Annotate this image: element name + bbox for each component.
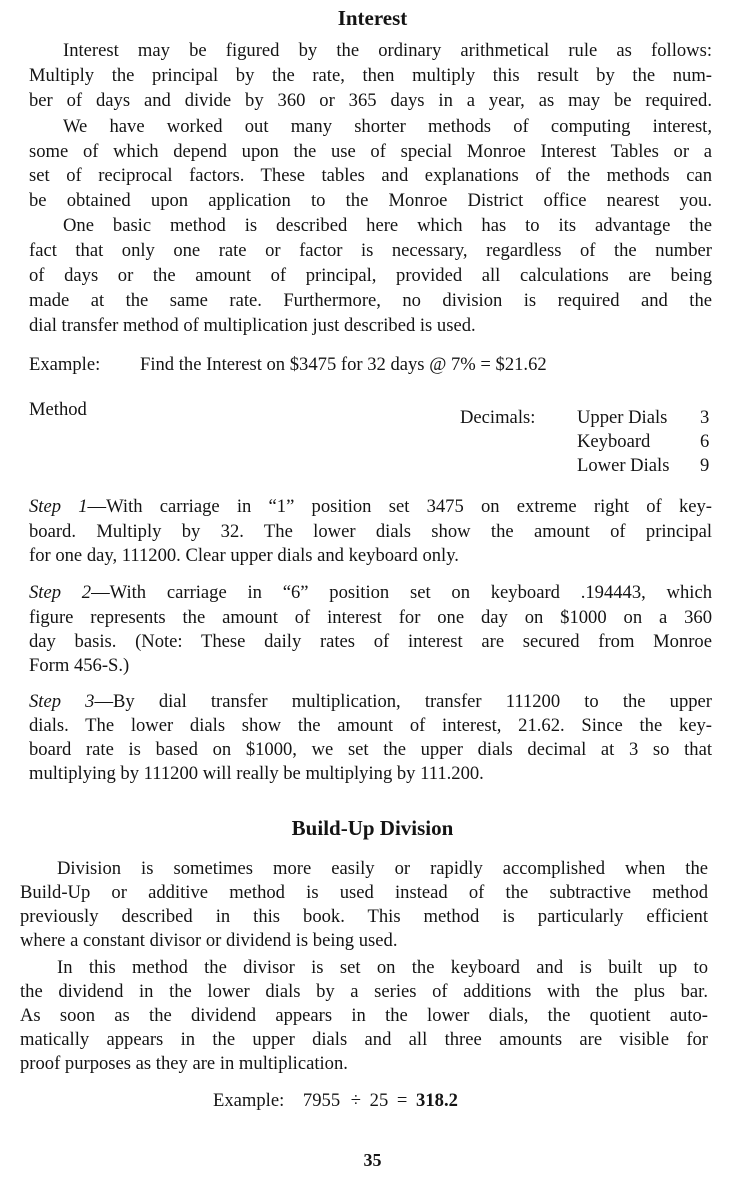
paragraph-line: previously described in this book. This method is particularly efficient	[20, 906, 708, 927]
paragraph-line: the dividend in the lower dials by a series of additions with the plus bar.	[20, 981, 708, 1002]
equals-sign: =	[396, 1090, 408, 1111]
example-label: Example:	[29, 354, 101, 375]
paragraph-line: In this method the divisor is set on the keyboard and is built up to	[57, 957, 708, 978]
paragraph-line: for one day, 111200. Clear upper dials and keyboard only.	[29, 545, 459, 566]
paragraph-line: dial transfer method of multiplication just described is used.	[29, 315, 476, 336]
section-title-interest: Interest	[337, 6, 408, 30]
division-example	[213, 1090, 458, 1112]
paragraph-line: where a constant divisor or dividend is being used.	[20, 930, 398, 951]
section-title-buildup-division: Build-Up Division	[291, 816, 454, 840]
paragraph-line: made at the same rate. Furthermore, no division is required and the	[29, 290, 712, 311]
paragraph-line: ber of days and divide by 360 or 365 days in a year, as may be required.	[29, 90, 712, 111]
step-1-label: Step 1	[29, 496, 88, 517]
step-3-line	[29, 691, 712, 713]
paragraph-line: Division is sometimes more easily or rapidly accomplished when the	[57, 858, 708, 879]
paragraph-line: some of which depend upon the use of special Monroe Interest Tables or a	[29, 141, 712, 162]
paragraph-line: board. Multiply by 32. The lower dials show the amount of principal	[29, 521, 712, 542]
paragraph-line: board rate is based on $1000, we set the upper dials decimal at 3 so that	[29, 739, 712, 760]
divide-sign: ÷	[350, 1090, 361, 1111]
method-label: Method	[29, 399, 87, 420]
paragraph-line: of days or the amount of principal, provided all calculations are being	[29, 265, 712, 286]
paragraph-line: Multiply the principal by the rate, then multiply this result by the num-	[29, 65, 712, 86]
paragraph-line: We have worked out many shorter methods of computing interest,	[63, 116, 712, 137]
step-1-line	[29, 496, 712, 518]
example-divisor: 25	[369, 1090, 389, 1111]
paragraph-line: Build-Up or additive method is used instead of the subtractive method	[20, 882, 708, 903]
paragraph-line: be obtained upon application to the Monroe District office nearest you.	[29, 190, 712, 211]
example-label: Example:	[213, 1090, 285, 1111]
paragraph-line: matically appears in the upper dials and all three amounts are visible for	[20, 1029, 708, 1050]
paragraph-line: day basis. (Note: These daily rates of interest are secured from Monroe	[29, 631, 712, 652]
paragraph-line: Interest may be figured by the ordinary arithmetical rule as follows:	[63, 40, 712, 61]
step-1-text: —With carriage in “1” position set 3475 on extreme right of key-	[87, 496, 712, 517]
paragraph-line: Form 456-S.)	[29, 655, 130, 676]
paragraph-line: dials. The lower dials show the amount of interest, 21.62. Since the key-	[29, 715, 712, 736]
step-2-line	[29, 582, 712, 604]
step-3-text: —By dial transfer multiplication, transfer 111200 to the upper	[94, 691, 712, 712]
decimal-name: Lower Dials	[577, 455, 670, 476]
step-3-label: Step 3	[29, 691, 95, 712]
decimal-value: 3	[700, 407, 710, 428]
paragraph-line: fact that only one rate or factor is necessary, regardless of the number	[29, 240, 712, 261]
paragraph-line: figure represents the amount of interest for one day on $1000 on a 360	[29, 607, 712, 628]
paragraph-line: proof purposes as they are in multiplication.	[20, 1053, 348, 1074]
example-text: Find the Interest on $3475 for 32 days @ 7% = $21.62	[140, 354, 547, 375]
step-2-text: —With carriage in “6” position set on keyboard .194443, which	[91, 582, 712, 603]
paragraph-line: One basic method is described here which has to its advantage the	[63, 215, 712, 236]
decimal-value: 6	[700, 431, 710, 452]
step-2-label: Step 2	[29, 582, 92, 603]
decimal-name: Keyboard	[577, 431, 651, 452]
paragraph-line: multiplying by 111200 will really be multiplying by 111.200.	[29, 763, 484, 784]
paragraph-line: set of reciprocal factors. These tables and explanations of the methods can	[29, 165, 712, 186]
decimal-value: 9	[700, 455, 710, 476]
paragraph-line: As soon as the dividend appears in the lower dials, the quotient auto-	[20, 1005, 708, 1026]
example-quotient: 318.2	[416, 1090, 458, 1111]
decimal-name: Upper Dials	[577, 407, 668, 428]
decimals-label: Decimals:	[460, 407, 536, 428]
example-dividend: 7955	[302, 1090, 341, 1111]
page-number: 35	[363, 1150, 382, 1170]
